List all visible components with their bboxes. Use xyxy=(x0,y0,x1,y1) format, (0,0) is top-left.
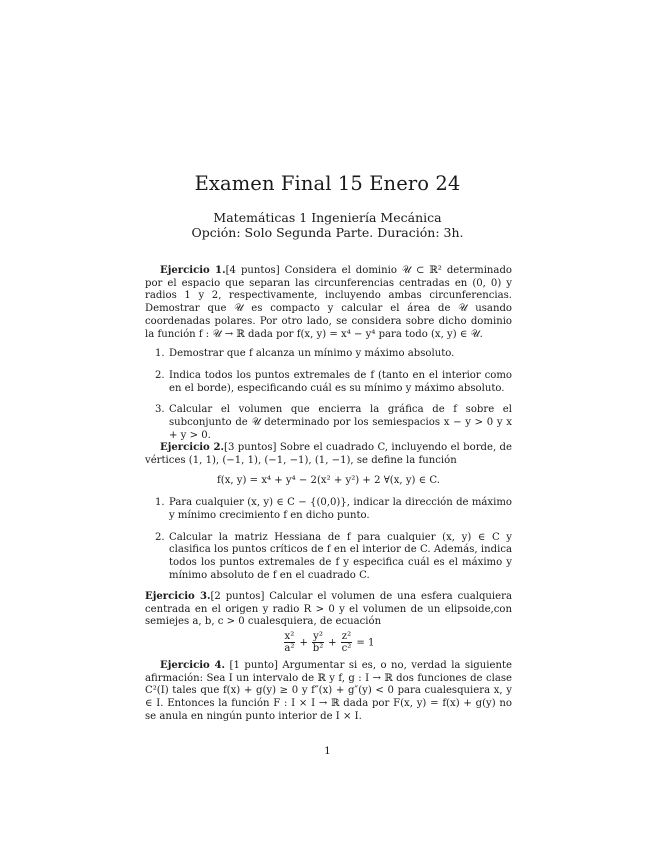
exercise-4-points: [1 punto] xyxy=(229,660,278,671)
option-duration-subtitle: Opción: Solo Segunda Parte. Duración: 3h. xyxy=(191,225,464,240)
exercise-4 xyxy=(145,660,512,724)
exercise-2-statement xyxy=(145,442,512,467)
list-item: 2. Calcular la matriz Hessiana de f para cualquier (x, y) ∈ C y clasifica los puntos críticos de f en el interior de C. Además, indica todos los puntos extremales de f y especifica cuál es el máximo y mínimo absoluto de f en el cuadrado C. xyxy=(155,531,512,581)
exercise-2 xyxy=(145,442,512,582)
fraction-y: $\frac{\text{y²}}{\text{b²}}$ xyxy=(312,631,324,655)
list-item: 3. Calcular el volumen que encierra la gráfica de f sobre el subconjunto de 𝒰 determinado por los semiespacios x − y > 0 y x + y > 0. xyxy=(155,404,512,441)
exercise-3-statement xyxy=(145,591,512,629)
exercise-3-label: Ejercicio 3. xyxy=(145,591,211,602)
exercise-4-label: Ejercicio 4. xyxy=(160,660,226,671)
exercise-2-points: [3 puntos] xyxy=(224,442,277,453)
exercise-2-items xyxy=(145,497,512,582)
page-number: 1 xyxy=(324,745,331,757)
exercise-3-text: Calcular el volumen de una esfera cualquiera centrada en el origen y radio R > 0 y el volumen de un elipsoide,con semiejes a, b, c > 0 cualesquiera, de ecuación xyxy=(145,591,512,628)
fraction-z: $\frac{\text{z²}}{\text{c²}}$ xyxy=(341,631,352,655)
list-item: 1. Demostrar que f alcanza un mínimo y máximo absoluto. xyxy=(155,348,455,360)
exercise-3 xyxy=(145,591,512,654)
list-item: 2. Indica todos los puntos extremales de f (tanto en el interior como en el borde), especificando cuál es su mínimo y máximo absoluto. xyxy=(155,369,512,394)
list-item: 1. Para cualquier (x, y) ∈ C − {(0,0)}, indicar la dirección de máximo y mínimo crecimiento f en dicho punto. xyxy=(155,497,512,521)
exercise-2-text: Sobre el cuadrado C, incluyendo el borde, de vértices (1, 1), (−1, 1), (−1, −1), (1, −1), se define la función xyxy=(145,442,512,466)
exercise-2-equation: f(x, y) = x⁴ + y⁴ − 2(x² + y²) + 2 ∀(x, y) ∈ C. xyxy=(217,475,440,487)
fraction-x: $\frac{\text{x²}}{\text{a²}}$ xyxy=(284,631,295,655)
exercise-1-items xyxy=(145,348,512,442)
exercise-4-text: Argumentar si es, o no, verdad la siguiente afirmación: Sea I un intervalo de ℝ y f, g : I → ℝ dos funciones de clase C²(I) tales que f(x) + g(y) ≥ 0 y f″(x) + g″(y) < 0 para cualesquiera x, y ∈ I. Entonces la función F : I × I → ℝ dada por F(x, y) = f(x) + g(y) no se anula en ningún punto interior de I × I. xyxy=(145,660,512,722)
exercise-1-text: Considera el dominio 𝒰 ⊂ ℝ² determinado por el espacio que separan las circunferencias centradas en (0, 0) y radios 1 y 2, respectivamente, incluyendo ambas circunferencias. Demostrar que 𝒰 es compacto y calcular el área de 𝒰 usando coordenadas polares. Por otro lado, se considera sobre dicho dominio la función f : 𝒰 → ℝ dada por f(x, y) = x⁴ − y⁴ para todo (x, y) ∈ 𝒰. xyxy=(145,265,512,340)
exercise-1-statement xyxy=(145,265,512,341)
exercise-2-label: Ejercicio 2. xyxy=(160,442,224,453)
exam-title: Examen Final 15 Enero 24 xyxy=(194,172,461,195)
exercise-4-statement xyxy=(145,660,512,724)
ellipsoid-equation: $\frac{\text{x²}}{\text{a²}}$ + $\frac{\text{y²}}{\text{b²}}$ + $\frac{\text{z²}}{\text{c²}}$ = 1 xyxy=(284,631,375,655)
exercise-1 xyxy=(145,265,512,442)
exercise-1-label: Ejercicio 1. xyxy=(160,265,226,276)
exercise-1-points: [4 puntos] xyxy=(225,265,280,276)
exercise-3-points: [2 puntos] xyxy=(210,591,265,602)
course-subtitle: Matemáticas 1 Ingeniería Mecánica xyxy=(213,210,442,225)
